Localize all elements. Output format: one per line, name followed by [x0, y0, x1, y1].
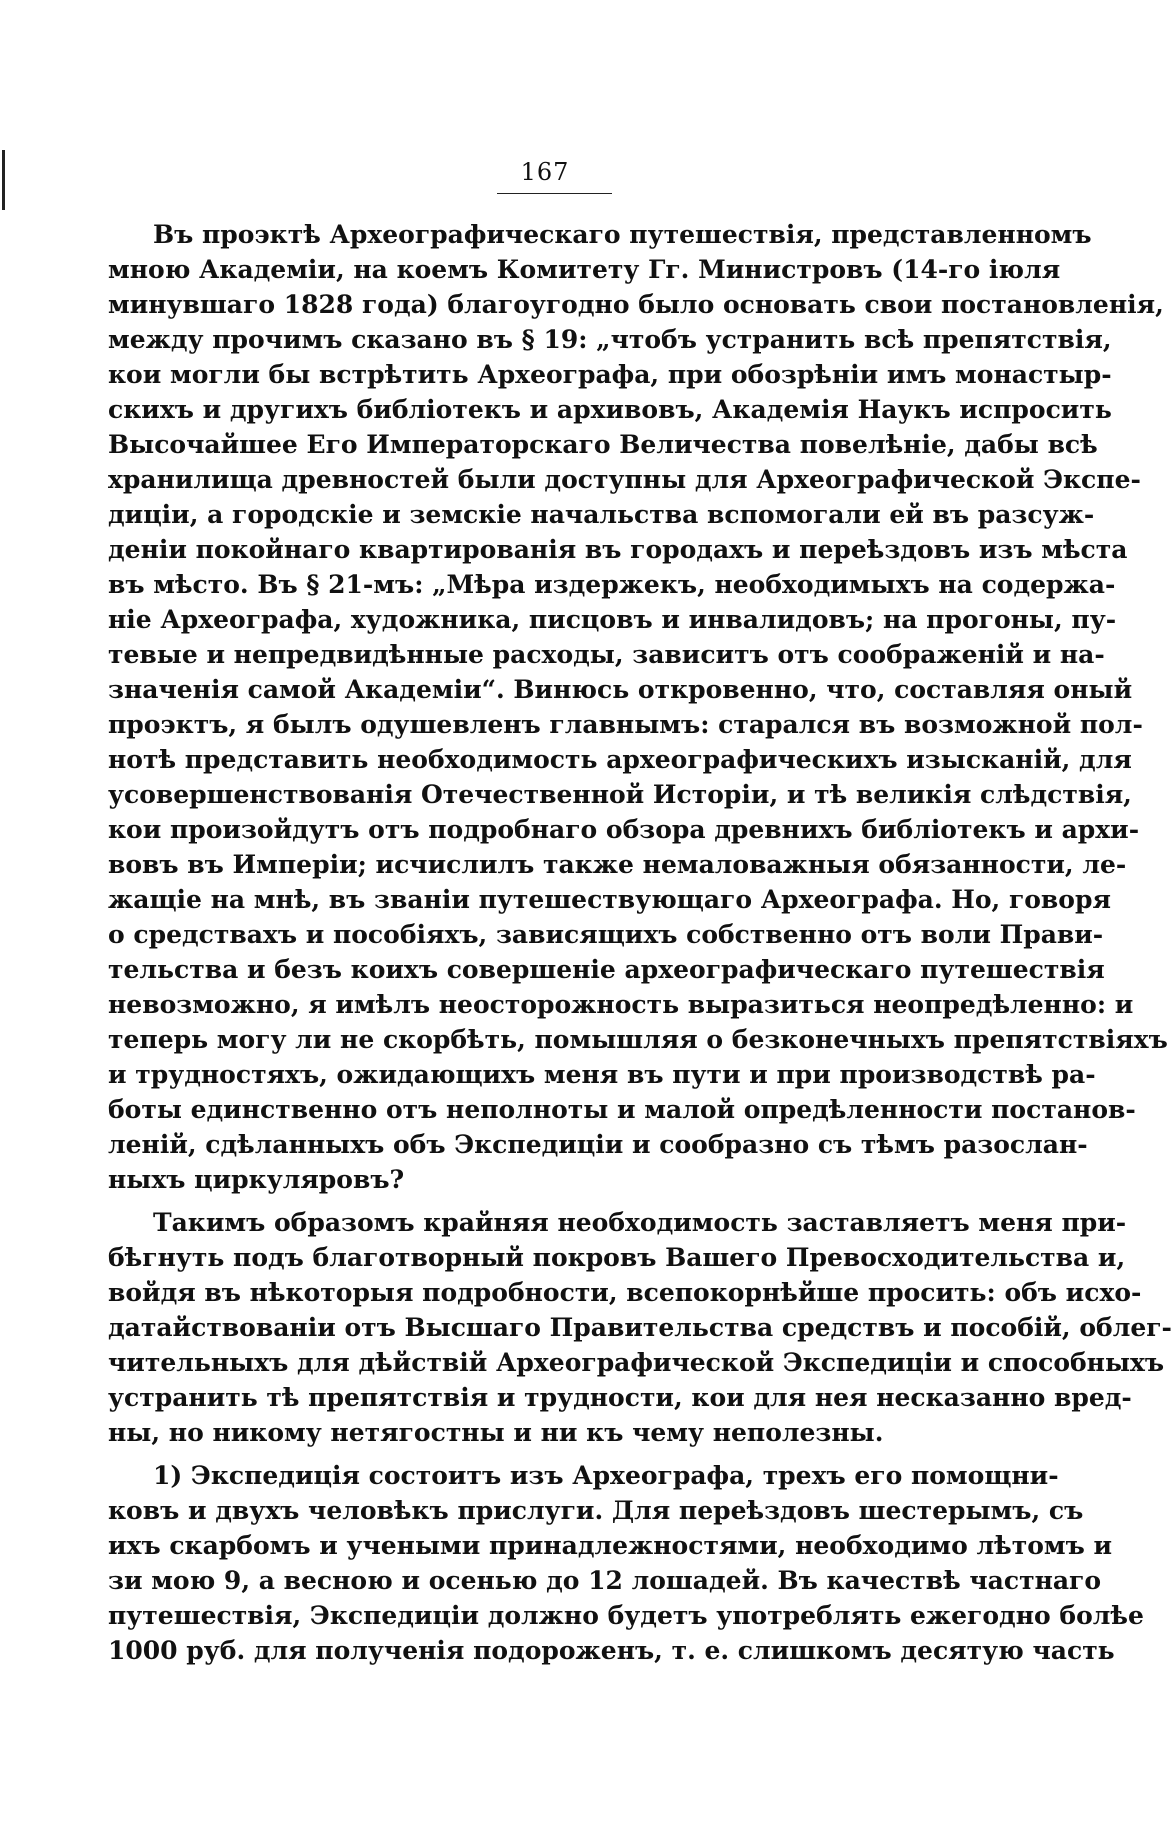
text-line: ніе Археографа, художника, писцовъ и инвалидовъ; на прогоны, пу-	[108, 605, 1117, 634]
text-line: и трудностяхъ, ожидающихъ меня въ пути и при производствѣ ра-	[108, 1060, 1096, 1089]
text-line: между прочимъ сказано въ § 19: „чтобъ устранить всѣ препятствія,	[108, 325, 1112, 354]
text-line: нотѣ представить необходимость археографическихъ изысканій, для	[108, 745, 1132, 774]
text-line: диціи, а городскіе и земскіе начальства вспомогали ей въ разсуж-	[108, 500, 1095, 529]
text-line: кои произойдутъ отъ подробнаго обзора древнихъ библіотекъ и архи-	[108, 815, 1140, 844]
text-line: 1000 руб. для полученія подороженъ, т. е. слишкомъ десятую часть	[108, 1636, 1115, 1665]
page-number-rule	[497, 193, 612, 194]
text-line: зи мою 9, а весною и осенью до 12 лошадей. Въ качествѣ частнаго	[108, 1566, 1102, 1595]
body-text	[108, 217, 1172, 1668]
text-line: скихъ и другихъ библіотекъ и архивовъ, Академія Наукъ испросить	[108, 395, 1112, 424]
text-line: хранилища древностей были доступны для Археографической Экспе-	[108, 465, 1141, 494]
text-line: леній, сдѣланныхъ объ Экспедиціи и сообразно съ тѣмъ разослан-	[108, 1130, 1088, 1159]
text-line: жащіе на мнѣ, въ званіи путешествующаго Археографа. Но, говоря	[108, 885, 1111, 914]
text-line: бѣгнуть подъ благотворный покровъ Вашего Превосходительства и,	[108, 1243, 1126, 1272]
text-line: проэктъ, я былъ одушевленъ главнымъ: старался въ возможной пол-	[108, 710, 1143, 739]
text-line: Въ проэктѣ Археографическаго путешествія, представленномъ	[153, 220, 1092, 249]
text-line: усовершенствованія Отечественной Исторіи, и тѣ великія слѣдствія,	[108, 780, 1132, 809]
text-line: боты единственно отъ неполноты и малой опредѣленности постанов-	[108, 1095, 1136, 1124]
paragraph-3	[108, 1458, 1144, 1668]
text-line: датайствованіи отъ Высшаго Правительства средствъ и пособій, облег-	[108, 1313, 1172, 1342]
text-line: деніи покойнаго квартированія въ городахъ и переѣздовъ изъ мѣста	[108, 535, 1128, 564]
text-line: устранить тѣ препятствія и трудности, кои для нея несказанно вред-	[108, 1383, 1132, 1412]
text-line: 1) Экспедиція состоитъ изъ Археографа, трехъ его помощни-	[153, 1461, 1059, 1490]
text-line: о средствахъ и пособіяхъ, зависящихъ собственно отъ воли Прави-	[108, 920, 1104, 949]
page-number: 167	[520, 158, 570, 186]
text-line: чительныхъ для дѣйствій Археографической Экспедиціи и способныхъ	[108, 1348, 1165, 1377]
text-line: кои могли бы встрѣтить Археографа, при обозрѣніи имъ монастыр-	[108, 360, 1112, 389]
text-line: ныхъ циркуляровъ?	[108, 1165, 405, 1194]
paragraph-2	[108, 1205, 1172, 1450]
text-line: минувшаго 1828 года) благоугодно было основать свои постановленія,	[108, 290, 1164, 319]
text-line: мною Академіи, на коемъ Комитету Гг. Министровъ (14-го іюля	[108, 255, 1061, 284]
text-line: тельства и безъ коихъ совершеніе археографическаго путешествія	[108, 955, 1105, 984]
text-line: путешествія, Экспедиціи должно будетъ употреблять ежегодно болѣе	[108, 1601, 1144, 1630]
text-line: теперь могу ли не скорбѣть, помышляя о безконечныхъ препятствіяхъ	[108, 1025, 1168, 1054]
text-line: вовъ въ Имперіи; исчислилъ также немаловажныя обязанности, ле-	[108, 850, 1127, 879]
text-line: Такимъ образомъ крайняя необходимость заставляетъ меня при-	[153, 1208, 1127, 1237]
text-line: войдя въ нѣкоторыя подробности, всепокорнѣйше просить: объ исхо-	[108, 1278, 1142, 1307]
text-line: въ мѣсто. Въ § 21-мъ: „Мѣра издержекъ, необходимыхъ на содержа-	[108, 570, 1116, 599]
text-line: ны, но никому нетягостны и ни къ чему неполезны.	[108, 1418, 884, 1447]
text-line: невозможно, я имѣлъ неосторожность выразиться неопредѣленно: и	[108, 990, 1134, 1019]
text-line: Высочайшее Его Императорскаго Величества повелѣніе, дабы всѣ	[108, 430, 1098, 459]
text-line: ихъ скарбомъ и учеными принадлежностями, необходимо лѣтомъ и	[108, 1531, 1113, 1560]
paragraph-1	[108, 217, 1168, 1197]
text-line: ковъ и двухъ человѣкъ прислуги. Для переѣздовъ шестерымъ, съ	[108, 1496, 1084, 1525]
text-line: значенія самой Академіи“. Винюсь откровенно, что, составляя оный	[108, 675, 1133, 704]
text-line: тевые и непредвидѣнные расходы, зависитъ отъ соображеній и на-	[108, 640, 1105, 669]
